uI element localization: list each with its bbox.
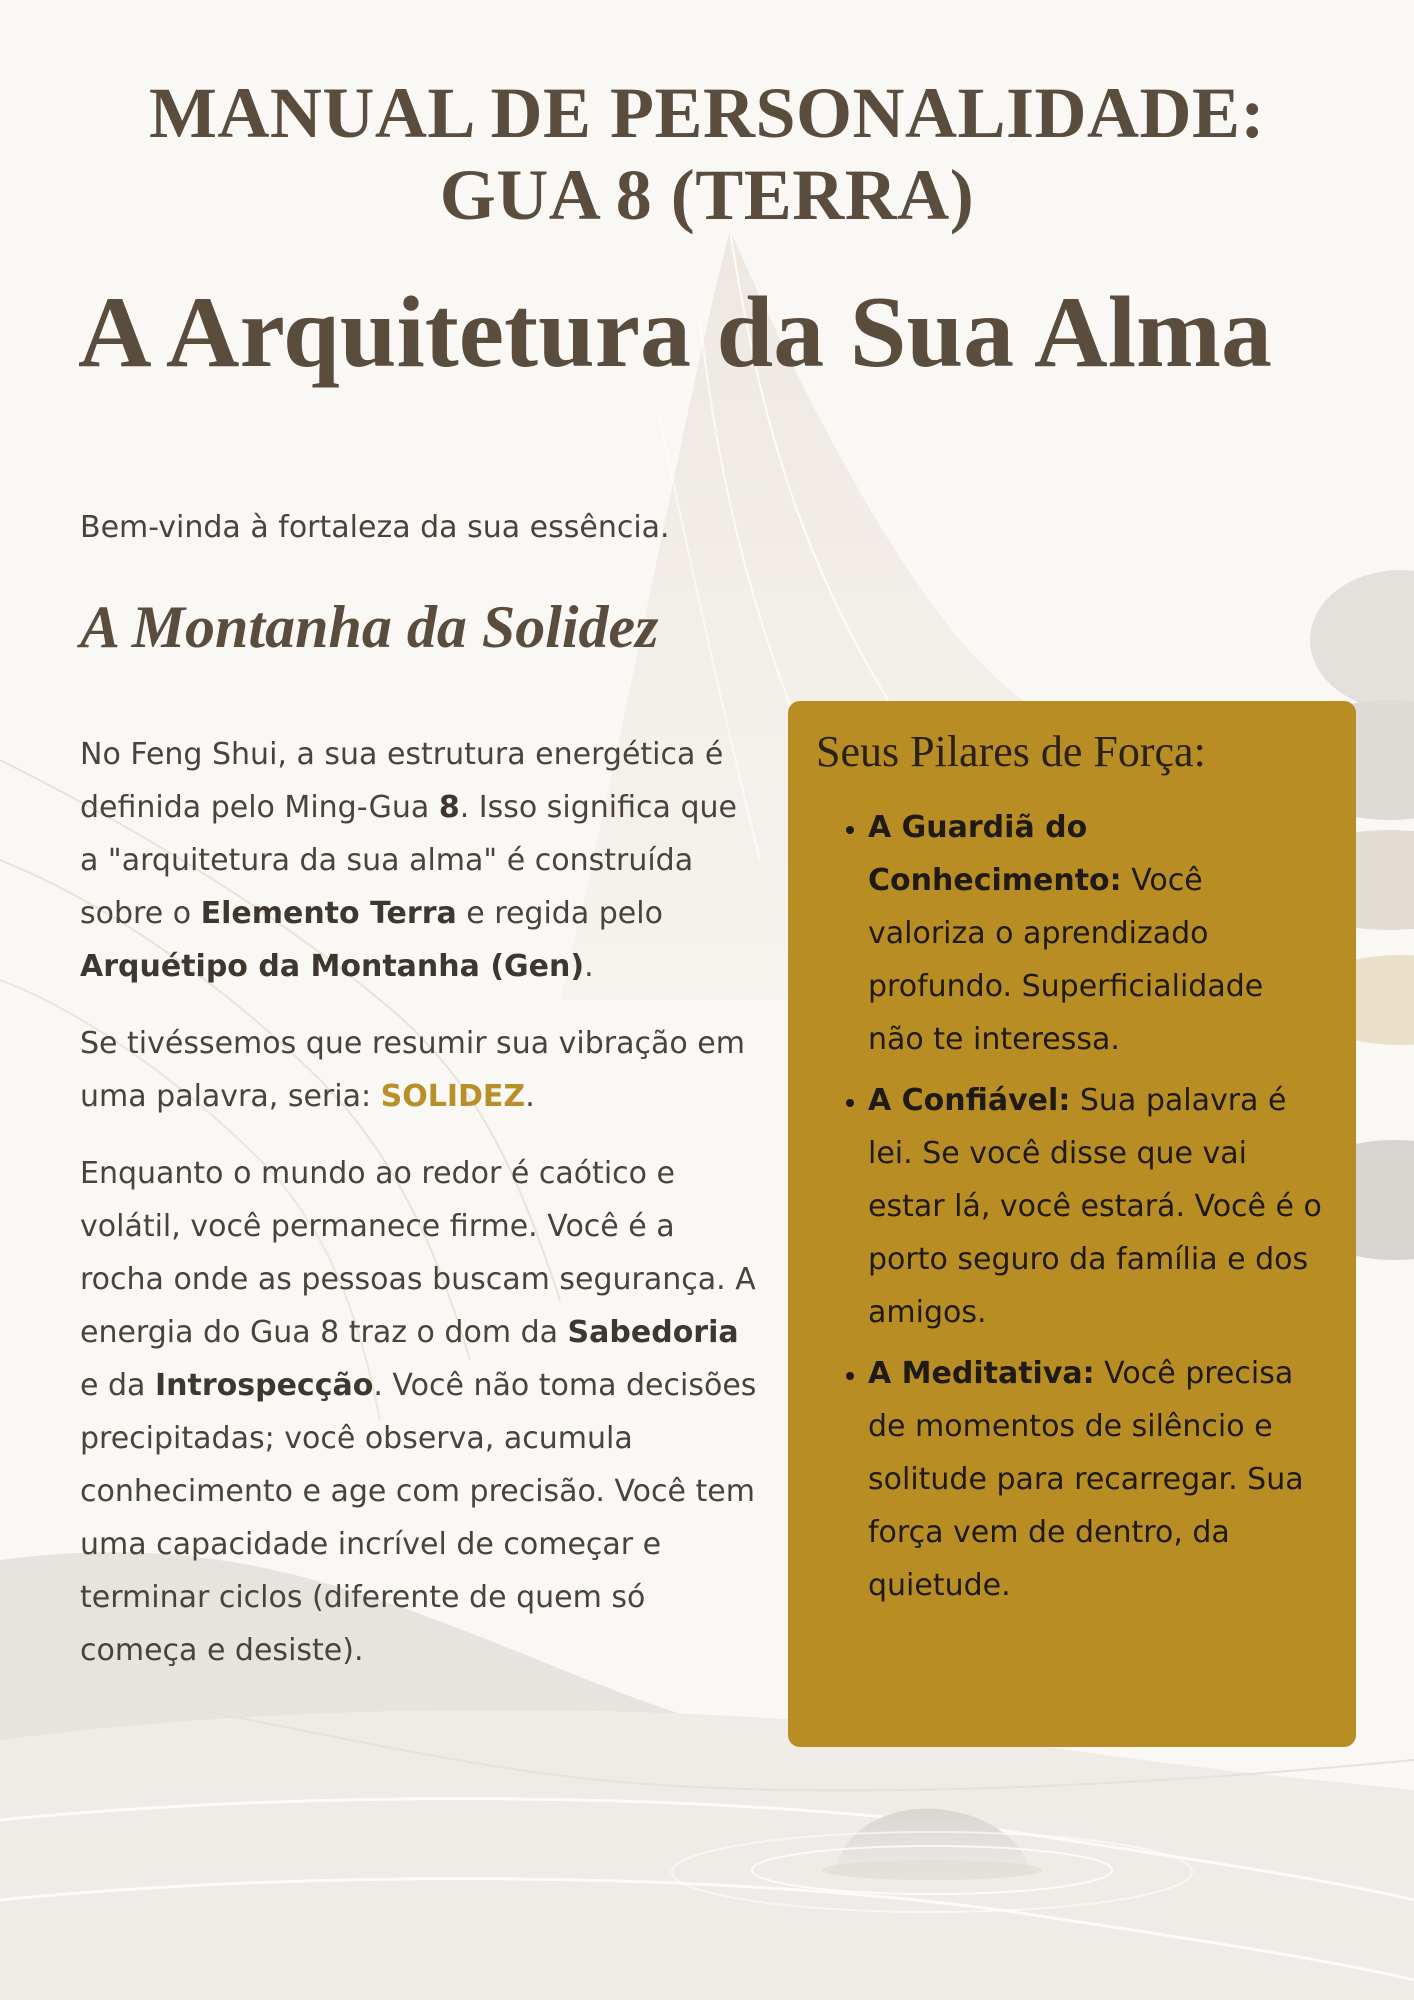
paragraph-vibration <box>80 1017 760 1123</box>
pillar-title: A Confiável: <box>868 1083 1071 1118</box>
pillar-title: A Meditativa: <box>868 1356 1095 1391</box>
p1-text-2: . Isso significa que a "arquitetura da sua alma" é construída sobre o <box>80 790 737 931</box>
p1-bold-archetype: Arquétipo da Montanha (Gen) <box>80 949 585 984</box>
pillar-item-meditative <box>868 1347 1328 1612</box>
p2-text-1: Se tivéssemos que resumir sua vibração em uma palavra, seria: <box>80 1026 745 1114</box>
pillar-item-guardian <box>868 801 1328 1066</box>
p1-bold-element: Elemento Terra <box>200 896 457 931</box>
section-heading: A Montanha da Solidez <box>80 594 659 660</box>
title-line-1: MANUAL DE PERSONALIDADE: <box>148 73 1266 153</box>
p3-bold-wisdom: Sabedoria <box>567 1315 739 1350</box>
p3-text-1: Enquanto o mundo ao redor é caótico e volátil, você permanece firme. Você é a rocha onde as pessoas buscam segurança. A energia do Gua 8 traz o dom da <box>80 1156 756 1350</box>
p3-text-2: e da <box>80 1368 155 1403</box>
p1-text-3: e regida pelo <box>456 896 663 931</box>
page-title <box>0 72 1414 236</box>
title-line-2: GUA 8 (TERRA) <box>439 155 975 235</box>
paragraph-wisdom <box>80 1147 760 1677</box>
p1-text-4: . <box>584 949 594 984</box>
welcome-text: Bem-vinda à fortaleza da sua essência. <box>80 510 670 545</box>
page-subtitle: A Arquitetura da Sua Alma <box>78 276 1273 389</box>
pillar-title: A Guardiã do Conhecimento: <box>868 810 1122 898</box>
pillar-text: Sua palavra é lei. Se você disse que vai estar lá, você estará. Você é o porto seguro da família e dos amigos. <box>868 1083 1322 1330</box>
p1-text-1: No Feng Shui, a sua estrutura energética é definida pelo Ming-Gua <box>80 737 724 825</box>
pillars-list <box>816 801 1328 1612</box>
p3-text-3: . Você não toma decisões precipitadas; você observa, acumula conhecimento e age com precisão. Você tem uma capacidade incrível de começar e terminar ciclos (diferente de quem só começa e desiste). <box>80 1368 757 1668</box>
pillar-item-reliable <box>868 1074 1328 1339</box>
pillars-card <box>788 701 1356 1747</box>
solidez-highlight: SOLIDEZ <box>380 1079 526 1114</box>
p1-bold-gua: 8 <box>438 790 460 825</box>
pillar-text: Você precisa de momentos de silêncio e solitude para recarregar. Sua força vem de dentro, da quietude. <box>868 1356 1304 1603</box>
body-column <box>80 728 760 1701</box>
p3-bold-introspection: Introspecção <box>154 1368 374 1403</box>
pillar-text: Você valoriza o aprendizado profundo. Superficialidade não te interessa. <box>868 863 1264 1057</box>
paragraph-feng-shui <box>80 728 760 993</box>
p2-text-2: . <box>525 1079 535 1114</box>
pillars-heading: Seus Pilares de Força: <box>816 727 1206 776</box>
